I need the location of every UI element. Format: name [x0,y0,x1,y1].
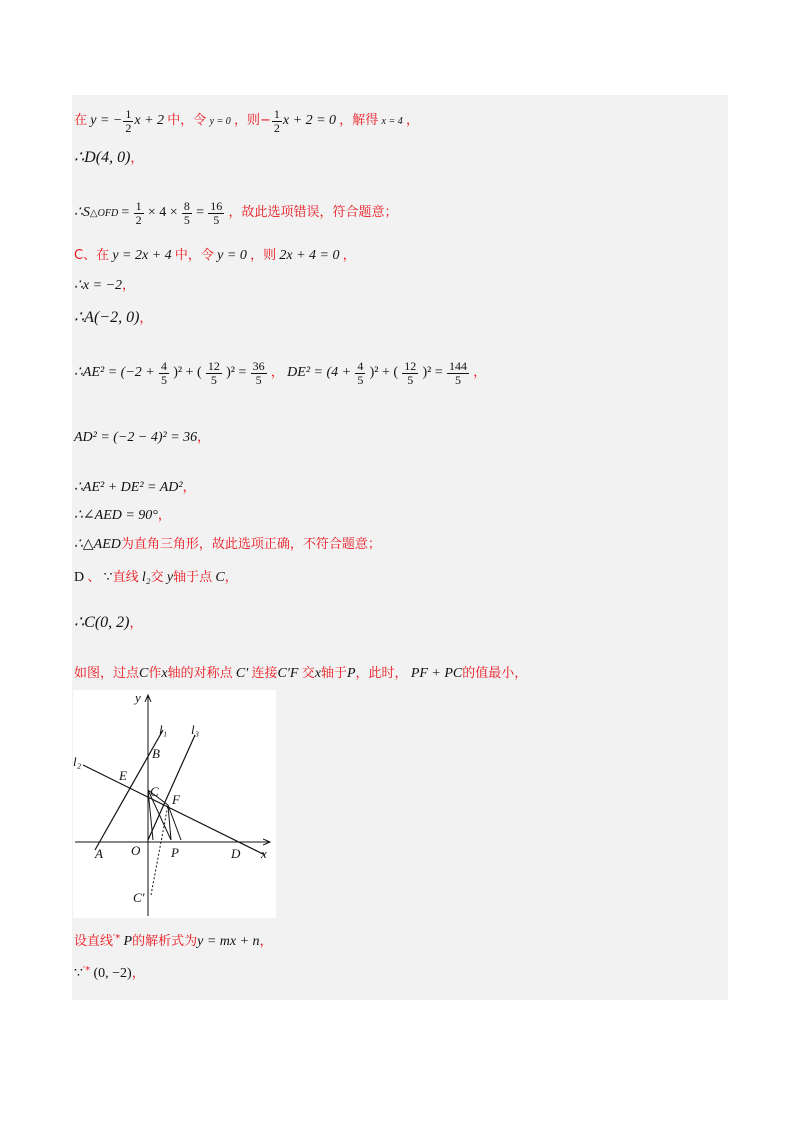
text: 设直线 [74,934,114,949]
fraction: $\frac{1}{2}$ [125,107,132,135]
text: ，故此选项错误，符合题意； [228,205,398,221]
math: ∴AE² = (−2 + [74,365,155,381]
line-2 [74,150,143,166]
math: ∴C(0, 2) [74,614,130,631]
text: ， [131,966,145,981]
line-7 [74,360,486,386]
math: y = 2x + 4 [112,248,172,263]
garbled-mark: ′* [113,933,121,944]
math: DE² = (4 + [287,365,352,381]
label-E: E [119,768,127,783]
text: 、 [87,570,101,585]
label-A: A [95,846,103,861]
math: C [215,570,225,585]
garbled-mark: ′* [82,965,91,976]
geometry-figure [73,690,276,918]
fraction: $\frac{36}{5}$ [252,359,265,387]
text: 轴于 [320,666,347,681]
text: ， [182,480,196,495]
text: ， [342,248,356,263]
text: ， [122,278,136,293]
line-11 [74,537,381,552]
text: 在 [74,113,88,129]
fraction: $\frac{1}{2}$ [273,107,280,135]
text: ，则− [234,113,271,129]
line-13 [74,615,143,631]
text: 连接 [251,666,278,681]
line-16 [74,966,145,981]
line-1 [74,108,419,134]
math: l₂ [141,570,151,585]
math: C′F [277,666,299,681]
line-6 [74,310,152,326]
text: ， [129,616,143,631]
fraction: $\frac{16}{5}$ [210,199,223,227]
label-l1: l₁ [159,722,168,737]
label-y: y [135,690,141,705]
math: ∵ [103,570,113,585]
text: ， [259,934,273,949]
text: C、在 [74,248,110,263]
text: ， [473,365,487,381]
dashed-cprime-f [151,805,168,895]
text: 为直角三角形，故此选项正确，不符合题意； [120,537,381,552]
text: 如图，过点 [74,666,140,681]
line-5 [74,278,135,293]
text: D [74,570,85,585]
text: 交 [301,666,315,681]
math: × 4 × [147,205,178,221]
math: AD² = (−2 − 4)² = 36 [74,430,198,445]
label-l2: l₂ [73,754,82,769]
label-O: O [131,843,141,858]
text: ， [139,311,153,326]
math: y [166,570,174,585]
math: )² + ( [173,365,202,381]
label-x: x [261,846,267,861]
text: ，则 [250,248,277,263]
math: ∴∠AED = 90° [74,508,158,523]
text: ， [224,570,238,585]
text: ， [157,508,171,523]
label-F: F [172,792,180,807]
line-14 [74,666,527,681]
math: y = − [90,113,123,129]
line-8 [74,430,210,445]
math: 2x + 4 = 0 [279,248,340,263]
math: PF + PC [410,666,463,681]
math: △OFD [89,208,119,220]
text: ， [270,365,284,381]
fraction: $\frac{1}{2}$ [135,199,142,227]
math: )² = [226,365,247,381]
text: 的值最小， [462,666,528,681]
math: C [139,666,149,681]
math: = [121,205,130,221]
label-B: B [152,746,160,761]
label-D: D [231,846,241,861]
label-Cprime: C′ [133,890,145,905]
label-P: P [171,845,179,860]
math: y = 0 [217,248,247,263]
text: 轴于点 [173,570,213,585]
fraction: $\frac{4}{5}$ [160,359,167,387]
math: ∴D(4, 0) [74,149,131,166]
text: 中，令 [174,248,214,263]
math: x + 2 [134,113,165,129]
text: ，此时， [355,666,408,681]
math: y = 0 [209,116,231,128]
text: ， [130,151,144,166]
math: ∴A(−2, 0) [74,309,140,326]
math: ∴S [74,205,90,221]
fraction: $\frac{12}{5}$ [404,359,417,387]
text: ，解得 [339,113,379,129]
math: )² + ( [369,365,399,381]
text: 中，令 [167,113,207,129]
label-l3: l₃ [191,722,200,737]
text: ， [405,113,419,129]
math: C′ [235,666,249,681]
text: 直线 [112,570,139,585]
math: )² = [422,365,443,381]
line-10 [74,508,171,523]
math: P [123,934,133,949]
line-15 [74,934,273,949]
figure-svg [73,690,276,918]
text: 的解析式为 [132,934,198,949]
math: x [314,666,321,681]
fraction: $\frac{8}{5}$ [183,199,190,227]
math: x [161,666,168,681]
math: ∵ [74,966,83,981]
math: y = mx + n [197,934,260,949]
line-12 [74,570,238,585]
text: 轴的对称点 [167,666,233,681]
math: ∴△AED [74,537,121,552]
text: 交 [150,570,164,585]
math: ∴x = −2 [74,278,123,293]
math: x + 2 = 0 [282,113,337,129]
math: P [346,666,356,681]
text: ， [197,430,211,445]
fraction: $\frac{144}{5}$ [449,359,468,387]
line-9 [74,480,196,495]
math: ∴AE² + DE² = AD² [74,480,183,495]
line-4 [74,248,356,263]
text: 作 [148,666,162,681]
fraction: $\frac{4}{5}$ [357,359,364,387]
line-3 [74,200,398,226]
math: (0, −2) [93,966,132,981]
math: x = 4 [381,116,403,128]
math: = [196,205,205,221]
fraction: $\frac{12}{5}$ [207,359,220,387]
label-C: C [150,784,159,799]
